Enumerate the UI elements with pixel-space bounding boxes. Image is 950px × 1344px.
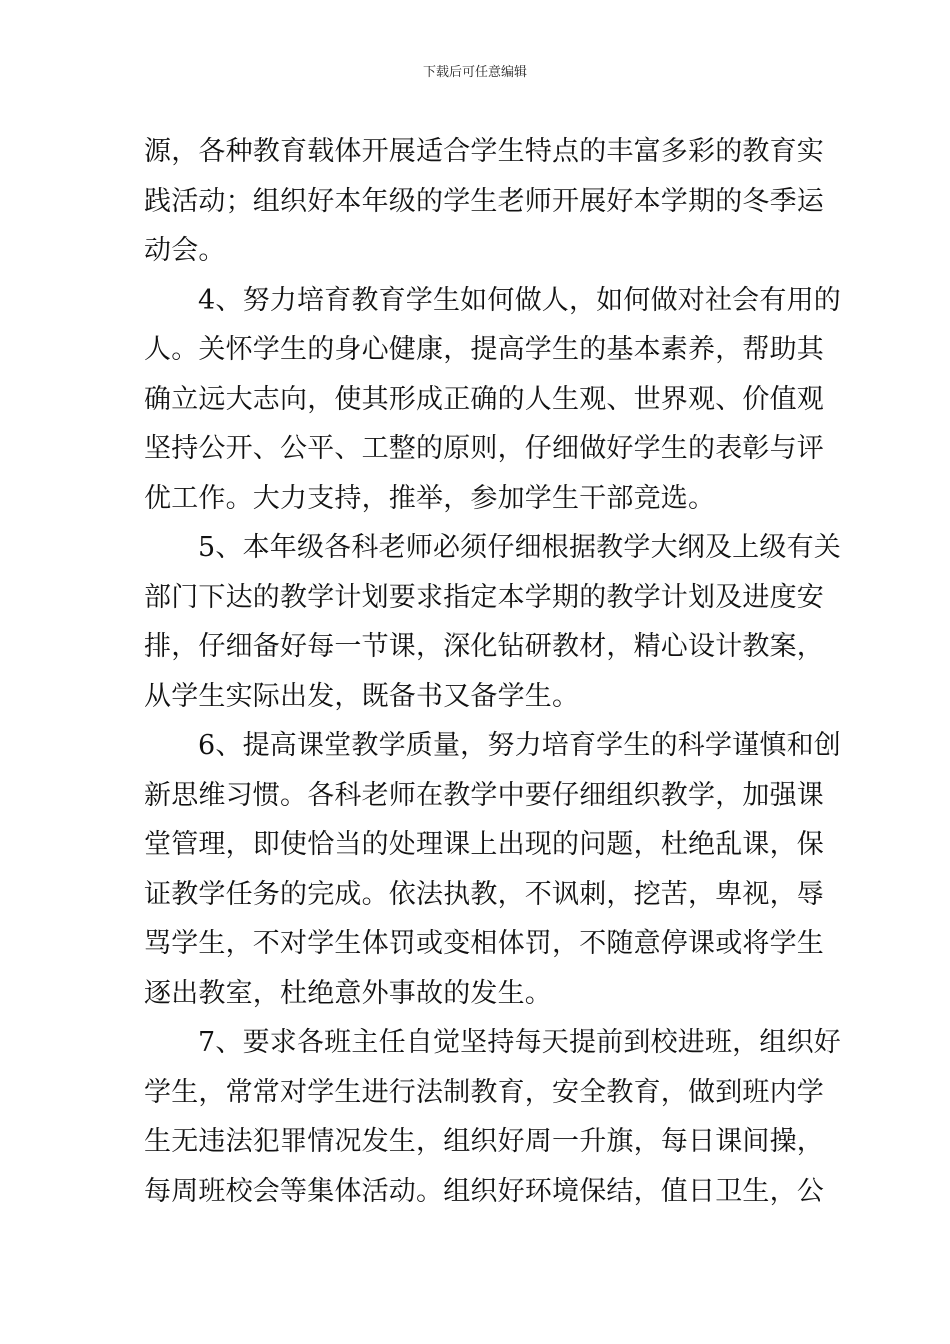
text-line: 优工作。大力支持，推举，参加学生干部竞选。 (144, 482, 716, 514)
document-body (144, 127, 841, 1216)
paragraph-start-line: 7、要求各班主任自觉坚持每天提前到校进班，组织好 (198, 1027, 841, 1058)
text-line: 生无违法犯罪情况发生，组织好周一升旗，每日课间操， (144, 1126, 824, 1157)
text-line: 动会。 (144, 235, 226, 266)
paragraph-start-line: 6、提高课堂教学质量，努力培育学生的科学谨慎和创 (198, 730, 841, 761)
text-line: 人。关怀学生的身心健康，提高学生的基本素养，帮助其 (144, 334, 824, 365)
paragraph-start-line: 4、努力培育教育学生如何做人，如何做对社会有用的 (198, 284, 841, 316)
text-line: 确立远大志向，使其形成正确的人生观、世界观、价值观 (144, 383, 824, 415)
text-line: 堂管理，即使恰当的处理课上出现的问题，杜绝乱课，保 (144, 829, 824, 860)
text-line: 新思维习惯。各科老师在教学中要仔细组织教学，加强课 (144, 779, 824, 811)
text-line: 从学生实际出发，既备书又备学生。 (144, 680, 580, 712)
text-line: 排，仔细备好每一节课，深化钻研教材，精心设计教案， (144, 631, 824, 662)
text-line: 坚持公开、公平、工整的原则，仔细做好学生的表彰与评 (144, 433, 824, 464)
text-line: 学生，常常对学生进行法制教育，安全教育，做到班内学 (144, 1076, 824, 1108)
text-line: 部门下达的教学计划要求指定本学期的教学计划及进度安 (144, 581, 824, 613)
page-header: 下载后可任意编辑 (422, 65, 527, 80)
text-line: 证教学任务的完成。依法执教，不讽刺，挖苦，卑视，辱 (144, 878, 824, 910)
text-line: 每周班校会等集体活动。组织好环境保结，值日卫生，公 (144, 1175, 824, 1207)
text-line: 骂学生，不对学生体罚或变相体罚，不随意停课或将学生 (144, 928, 824, 959)
text-line: 践活动；组织好本年级的学生老师开展好本学期的冬季运 (144, 185, 824, 217)
paragraph-start-line: 5、本年级各科老师必须仔细根据教学大纲及上级有关 (198, 532, 841, 563)
text-line: 源，各种教育载体开展适合学生特点的丰富多彩的教育实 (144, 136, 824, 167)
text-line: 逐出教室，杜绝意外事故的发生。 (144, 977, 552, 1009)
